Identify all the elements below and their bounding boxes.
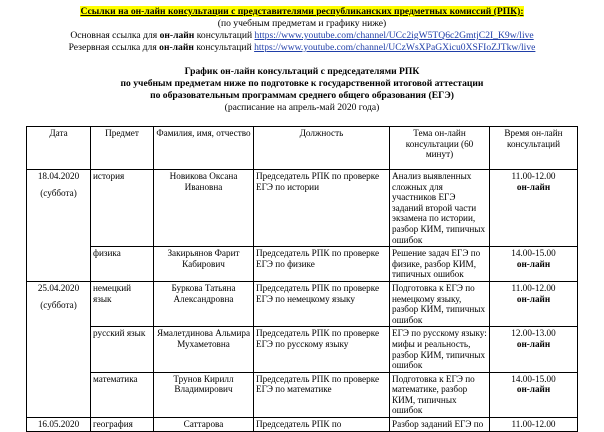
time-cell (490, 418, 578, 432)
main-link-line (0, 30, 604, 42)
time-text: 11.00-12.00 (511, 171, 556, 181)
time-text: 14.00-15.00 (511, 248, 556, 259)
topic-cell: Разбор заданий ЕГЭ по (390, 418, 490, 432)
schedule-table (26, 126, 578, 432)
mode-text: он-лайн (516, 384, 551, 395)
time-text: 14.00-15.00 (511, 373, 556, 384)
table-row (27, 327, 578, 372)
schedule-title-line2: по учебным предметам ниже по подготовке к государственной итоговой аттестации (120, 78, 484, 89)
position-cell: Председатель РПК по проверке ЕГЭ по истории (254, 170, 390, 247)
main-youtube-link[interactable]: https://www.youtube.com/channel/UCc2igW5TQ6c2GmtjC2I_K9w/live (254, 30, 534, 41)
subject-cell: история (91, 170, 154, 247)
main-link-prefix: Основная ссылка для (70, 30, 160, 41)
mode-text: он-лайн (516, 293, 551, 304)
time-cell (490, 327, 578, 372)
time-text: 11.00-12.00 (511, 282, 556, 293)
weekday-text: (суббота) (40, 299, 77, 310)
topic-cell: Решение задач ЕГЭ по физике, разбор КИМ, типичных ошибок (390, 247, 490, 282)
name-cell: Новикова Оксана Ивановна (154, 170, 254, 247)
time-text: 12.00-13.00 (511, 328, 556, 339)
time-cell (490, 372, 578, 417)
subject-cell: немецкий язык (91, 281, 154, 326)
topic-cell: Подготовка к ЕГЭ по немецкому языку, разбор КИМ, типичных ошибок (390, 281, 490, 326)
position-cell: Председатель РПК по проверке ЕГЭ по русскому языку (254, 327, 390, 372)
subject-cell: физика (91, 247, 154, 282)
subject-cell: география (91, 418, 154, 432)
col-header-time: Время он-лайн консультаций (490, 127, 578, 170)
col-header-position: Должность (254, 127, 390, 170)
table-row (27, 372, 578, 417)
table-row (27, 281, 578, 326)
col-header-name: Фамилия, имя, отчество (154, 127, 254, 170)
links-subheading: (по учебным предметам и графику ниже) (217, 18, 387, 29)
reserve-link-line (0, 42, 604, 54)
main-link-prefix-bold: он-лайн (159, 30, 195, 41)
table-row (27, 247, 578, 282)
weekday-text: (суббота) (40, 187, 77, 198)
date-text: 18.04.2020 (37, 171, 80, 181)
mode-text: он-лайн (516, 258, 551, 269)
col-header-topic: Тема он-лайн консультации (60 минут) (390, 127, 490, 170)
links-heading-text: Ссылки на он-лайн консультации с представителями республиканских предметных комиссий (РПК): (80, 6, 524, 17)
reserve-link-prefix-end: консультаций (193, 42, 255, 53)
schedule-title-line4: (расписание на апрель-май 2020 года) (224, 102, 380, 113)
main-link-prefix-end: консультаций (194, 30, 255, 41)
name-cell: Трунов Кирилл Владимирович (154, 372, 254, 417)
schedule-title-line3: по образовательным программам среднего общего образования (ЕГЭ) (150, 90, 454, 101)
name-cell: Закирьянов Фарит Кабирович (154, 247, 254, 282)
subject-cell: русский язык (91, 327, 154, 372)
position-cell: Председатель РПК по проверке ЕГЭ по немецкому языку (254, 281, 390, 326)
name-cell: Саттарова (154, 418, 254, 432)
schedule-title-line1: График он-лайн консультаций с председателями РПК (184, 66, 420, 77)
date-cell (27, 281, 91, 417)
time-cell (490, 247, 578, 282)
reserve-youtube-link[interactable]: https://www.youtube.com/channel/UCzWsXPaGXicu0XSFIoZJTkw/live (254, 42, 536, 53)
topic-cell: ЕГЭ по русскому языку: мифы и реальность, разбор КИМ, типичных ошибок (390, 327, 490, 372)
reserve-link-prefix: Резервная ссылка для (68, 42, 160, 53)
table-header-row (27, 127, 578, 170)
date-cell (27, 170, 91, 282)
name-cell: Ямалетдинова Альмира Мухаметовна (154, 327, 254, 372)
table-row (27, 170, 578, 247)
table-row (27, 418, 578, 432)
position-cell: Председатель РПК по (254, 418, 390, 432)
date-text: 25.04.2020 (37, 282, 80, 293)
time-cell (490, 281, 578, 326)
topic-cell: Анализ выявленных сложных для участников ЕГЭ заданий второй части экзамена по истории, разбор КИМ, типичных ошибок (390, 170, 490, 247)
topic-cell: Подготовка к ЕГЭ по математике, разбор КИМ, типичных ошибок (390, 372, 490, 417)
mode-text: он-лайн (516, 181, 551, 192)
col-header-subject: Предмет (91, 127, 154, 170)
date-text: 16.05.2020 (37, 419, 80, 430)
mode-text: он-лайн (516, 338, 551, 349)
position-cell: Председатель РПК по проверке ЕГЭ по физике (254, 247, 390, 282)
col-header-date: Дата (27, 127, 91, 170)
date-cell (27, 418, 91, 432)
position-cell: Председатель РПК по проверке ЕГЭ по математике (254, 372, 390, 417)
time-cell (490, 170, 578, 247)
subject-cell: математика (91, 372, 154, 417)
reserve-link-prefix-bold: он-лайн (159, 42, 194, 53)
name-cell: Буркова Татьяна Александровна (154, 281, 254, 326)
time-text: 11.00-12.00 (511, 419, 556, 430)
links-heading (0, 6, 604, 18)
